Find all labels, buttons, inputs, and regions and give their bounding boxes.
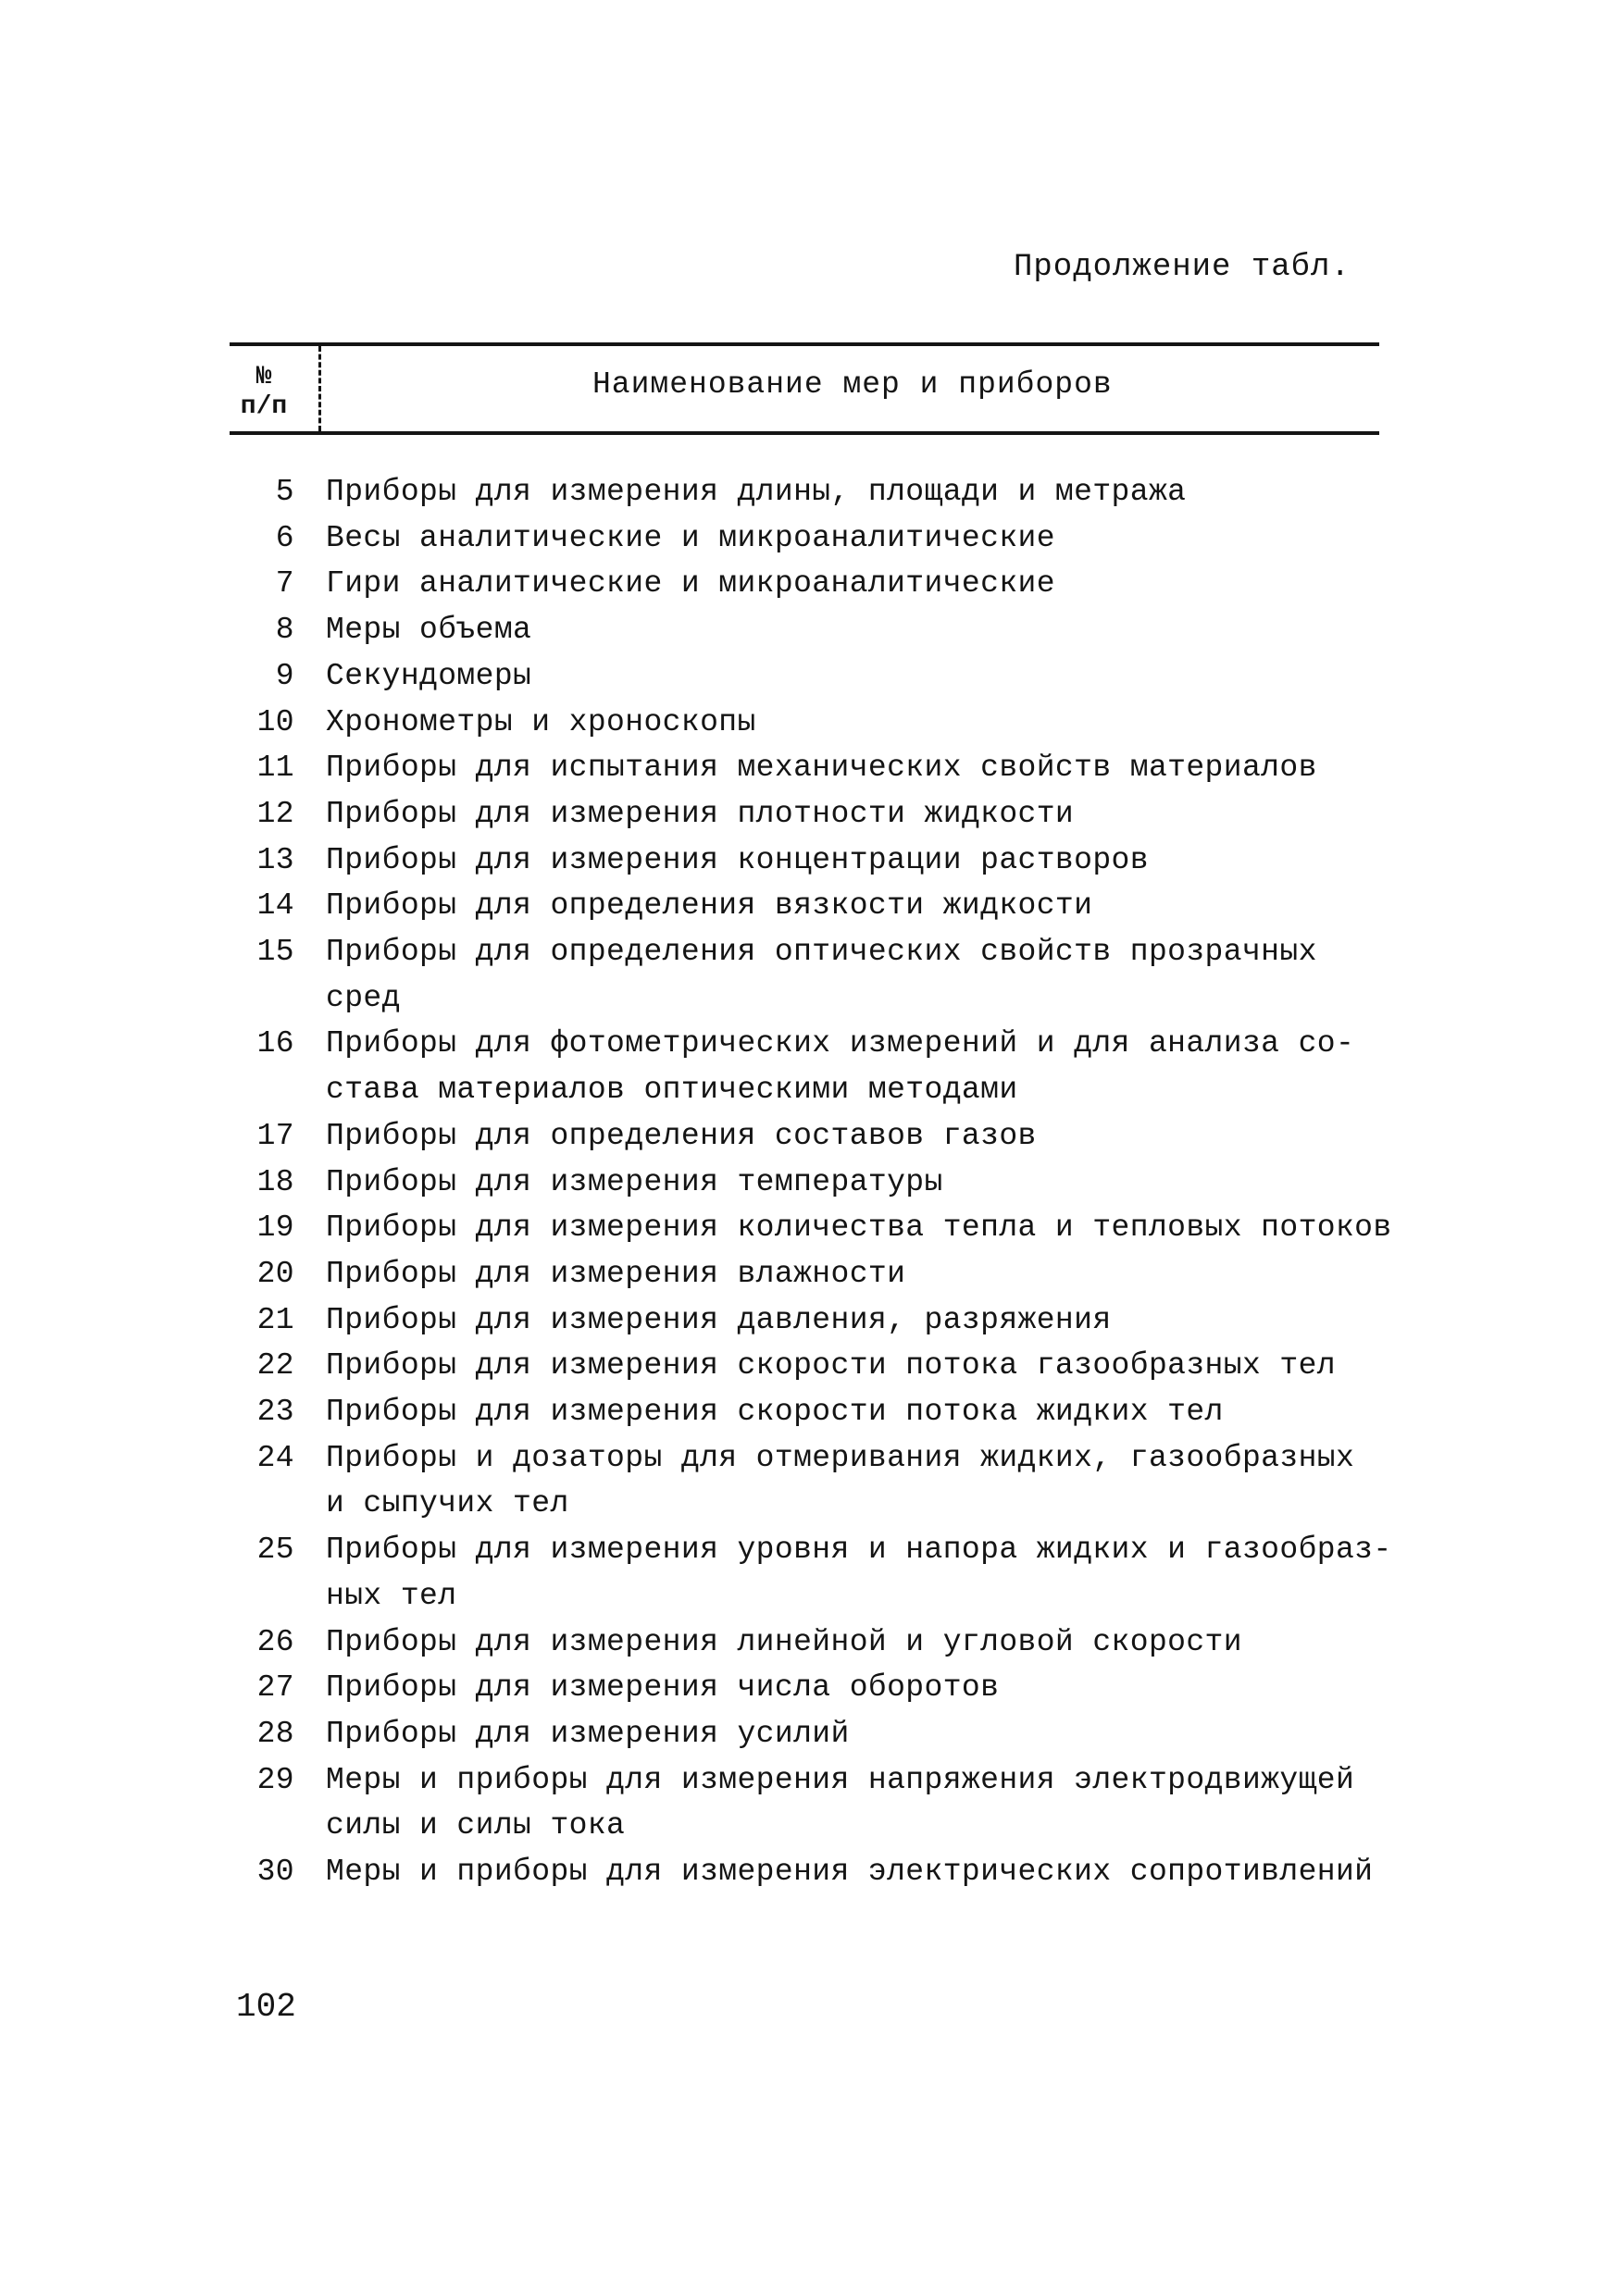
row-text: Приборы для измерения скорости потока газообразных тел xyxy=(326,1348,1336,1384)
table-row xyxy=(222,1711,1398,1757)
row-text: Приборы для испытания механических свойств материалов xyxy=(326,751,1317,786)
row-number: 20 xyxy=(256,1256,294,1291)
row-text: Меры и приборы для измерения напряжения электродвижущей силы и силы тока xyxy=(326,1762,1355,1843)
row-number: 6 xyxy=(275,520,294,555)
row-number: 29 xyxy=(256,1762,294,1797)
row-text: Приборы для измерения давления, разряжения xyxy=(326,1302,1112,1337)
table-top-rule xyxy=(230,342,1379,346)
row-text: Приборы для измерения концентрации растворов xyxy=(326,842,1149,877)
column-header-number: № п/п xyxy=(240,363,288,421)
table-row xyxy=(222,700,1398,746)
table-row xyxy=(222,1021,1398,1112)
table-row xyxy=(222,561,1398,607)
page-number: 102 xyxy=(236,1988,296,2026)
row-number: 14 xyxy=(256,888,294,924)
table-row xyxy=(222,1849,1398,1895)
row-text: Гири аналитические и микроаналитические xyxy=(326,566,1055,602)
table-row xyxy=(222,1343,1398,1389)
row-number: 22 xyxy=(256,1348,294,1384)
row-text: Приборы для измерения температуры xyxy=(326,1164,943,1199)
table-continuation-label: Продолжение табл. xyxy=(1014,250,1351,285)
row-number: 11 xyxy=(256,751,294,786)
table-row xyxy=(222,607,1398,653)
column-separator xyxy=(318,346,323,431)
table-header-bottom-rule xyxy=(230,431,1379,435)
table-row xyxy=(222,515,1398,562)
row-text: Приборы для измерения длины, площади и метража xyxy=(326,475,1187,509)
row-text: Приборы для измерения уровня и напора жидких и газообраз- ных тел xyxy=(326,1533,1392,1613)
row-text: Приборы для определения оптических свойств прозрачных сред xyxy=(326,935,1317,1015)
table-row xyxy=(222,791,1398,838)
table-row xyxy=(222,469,1398,515)
table-row xyxy=(222,1205,1398,1251)
table-row xyxy=(222,883,1398,929)
row-number: 26 xyxy=(256,1624,294,1659)
table-row xyxy=(222,1665,1398,1711)
row-number: 19 xyxy=(256,1210,294,1246)
row-text: Весы аналитические и микроаналитические xyxy=(326,520,1055,555)
column-header-name: Наименование мер и приборов xyxy=(592,367,1113,402)
row-text: Меры объема xyxy=(326,613,532,648)
row-number: 27 xyxy=(256,1670,294,1706)
instrument-list xyxy=(222,469,1398,1895)
row-number: 12 xyxy=(256,796,294,831)
row-text: Приборы для определения вязкости жидкости xyxy=(326,888,1093,924)
row-text: Приборы для измерения плотности жидкости xyxy=(326,796,1075,831)
row-number: 9 xyxy=(275,658,294,693)
table-row xyxy=(222,1297,1398,1344)
row-text: Приборы для измерения скорости потока жидких тел xyxy=(326,1395,1224,1430)
row-text: Меры и приборы для измерения электрических сопротивлений xyxy=(326,1855,1374,1890)
row-number: 18 xyxy=(256,1164,294,1199)
row-number: 15 xyxy=(256,935,294,970)
row-text: Секундомеры xyxy=(326,658,532,693)
table-row xyxy=(222,745,1398,791)
table-row xyxy=(222,1389,1398,1435)
row-number: 5 xyxy=(275,475,294,509)
table-row xyxy=(222,1251,1398,1297)
row-number: 10 xyxy=(256,704,294,739)
row-number: 24 xyxy=(256,1440,294,1475)
table-row xyxy=(222,838,1398,884)
table-row xyxy=(222,1113,1398,1160)
row-number: 17 xyxy=(256,1118,294,1153)
table-row xyxy=(222,653,1398,700)
row-text: Приборы и дозаторы для отмеривания жидких, газообразных и сыпучих тел xyxy=(326,1440,1355,1521)
row-number: 21 xyxy=(256,1302,294,1337)
row-text: Приборы для измерения линейной и угловой скорости xyxy=(326,1624,1242,1659)
row-number: 28 xyxy=(256,1716,294,1751)
row-text: Приборы для измерения количества тепла и тепловых потоков xyxy=(326,1210,1392,1246)
row-text: Приборы для измерения числа оборотов xyxy=(326,1670,1000,1706)
row-number: 7 xyxy=(275,566,294,602)
row-number: 16 xyxy=(256,1026,294,1061)
row-number: 8 xyxy=(275,613,294,648)
table-row xyxy=(222,1527,1398,1619)
row-text: Приборы для фотометрических измерений и для анализа со- става материалов оптическими методами xyxy=(326,1026,1355,1108)
row-text: Приборы для определения составов газов xyxy=(326,1118,1037,1153)
row-text: Хронометры и хроноскопы xyxy=(326,704,756,739)
row-text: Приборы для измерения усилий xyxy=(326,1716,850,1751)
row-text: Приборы для измерения влажности xyxy=(326,1256,906,1291)
table-row xyxy=(222,1620,1398,1666)
row-number: 23 xyxy=(256,1395,294,1430)
table-row xyxy=(222,1757,1398,1849)
row-number: 30 xyxy=(256,1855,294,1890)
table-row xyxy=(222,929,1398,1021)
table-row xyxy=(222,1435,1398,1527)
row-number: 13 xyxy=(256,842,294,877)
table-row xyxy=(222,1160,1398,1206)
row-number: 25 xyxy=(256,1533,294,1568)
